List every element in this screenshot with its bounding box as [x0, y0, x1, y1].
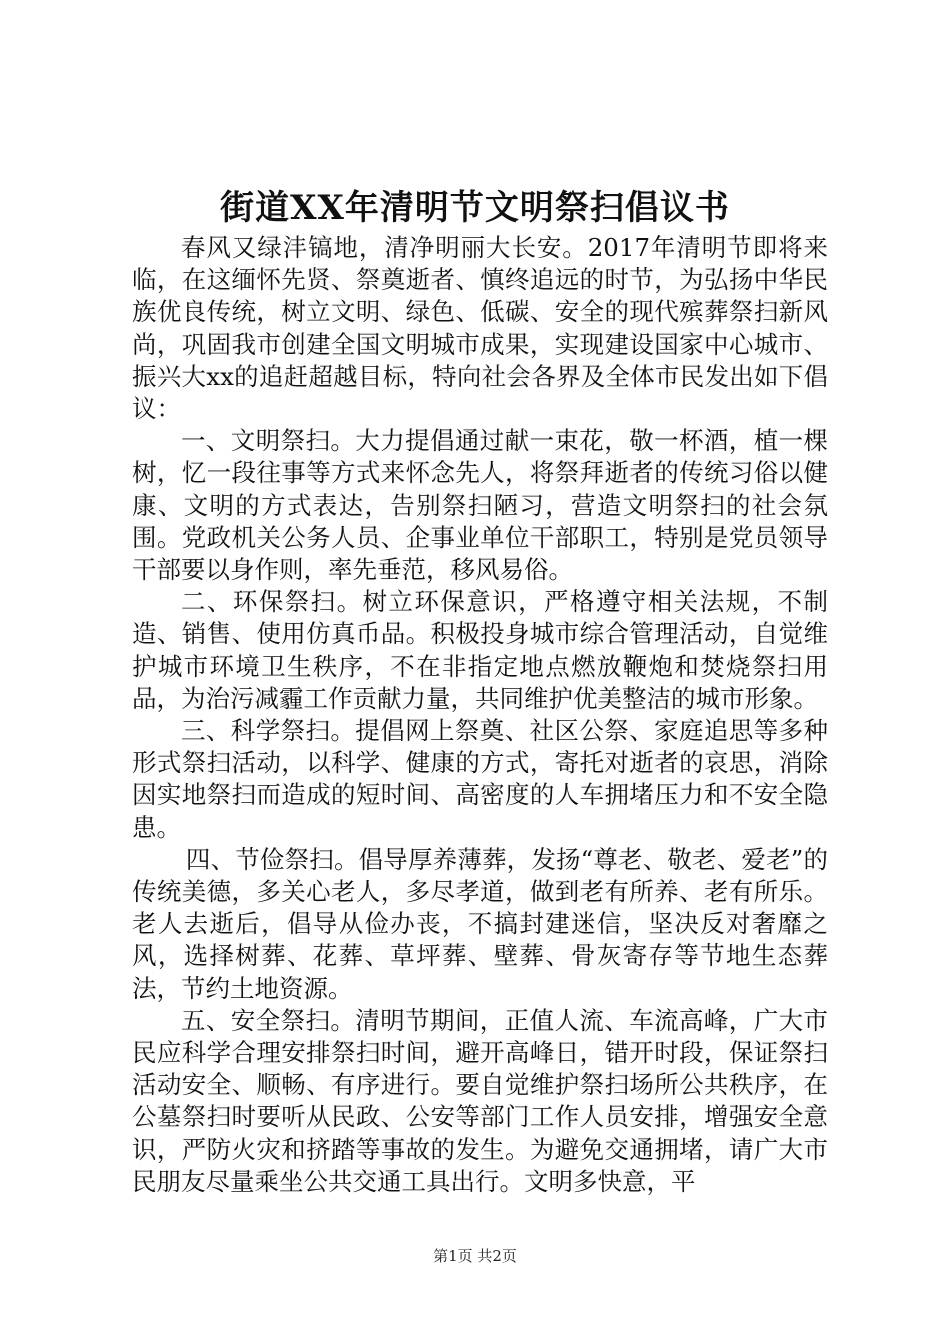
paragraph-frugal: 四、节俭祭扫。倡导厚养薄葬，发扬“尊老、敬老、爱老”的传统美德，多关心老人，多尽孝道，做到老有所养、老有所乐。老人去逝后，倡导从俭办丧，不搞封建迷信，坚决反对奢靡之风，选择树葬、花葬、草坪葬、壁葬、骨灰寄存等节地生态葬法，节约土地资源。: [132, 844, 828, 1003]
paragraph-scientific: 三、科学祭扫。提倡网上祭奠、社区公祭、家庭追思等多种形式祭扫活动，以科学、健康的方式，寄托对逝者的哀思，消除因实地祭扫而造成的短时间、高密度的人车拥堵压力和不安全隐患。: [132, 716, 828, 842]
page-footer: 第1页 共2页: [433, 1247, 517, 1265]
intro-paragraph: 春风又绿沣镐地，清净明丽大长安。2017年清明节即将来临，在这缅怀先贤、祭奠逝者、慎终追远的时节，为弘扬中华民族优良传统，树立文明、绿色、低碳、安全的现代殡葬祭扫新风尚，巩固我市创建全国文明城市成果，实现建设国家中心城市、振兴大xx的追赶超越目标，特向社会各界及全体市民发出如下倡议：: [132, 233, 828, 424]
paragraph-safety: 五、安全祭扫。清明节期间，正值人流、车流高峰，广大市民应科学合理安排祭扫时间，避开高峰日，错开时段，保证祭扫活动安全、顺畅、有序进行。要自觉维护祭扫场所公共秩序，在公墓祭扫时要听从民政、公安等部门工作人员安排，增强安全意识，严防火灾和挤踏等事故的发生。为避免交通拥堵，请广大市民朋友尽量乘坐公共交通工具出行。文明多快意，平: [132, 1005, 828, 1196]
document-body: [132, 232, 828, 1198]
paragraph-civilized: 一、文明祭扫。大力提倡通过献一束花，敬一杯酒，植一棵树，忆一段往事等方式来怀念先人，将祭拜逝者的传统习俗以健康、文明的方式表达，告别祭扫陋习，营造文明祭扫的社会氛围。党政机关公务人员、企事业单位干部职工，特别是党员领导干部要以身作则，率先垂范，移风易俗。: [132, 426, 828, 585]
paragraph-eco: 二、环保祭扫。树立环保意识，严格遵守相关法规，不制造、销售、使用仿真币品。积极投身城市综合管理活动，自觉维护城市环境卫生秩序，不在非指定地点燃放鞭炮和焚烧祭扫用品，为治污减霾工作贡献力量，共同维护优美整洁的城市形象。: [132, 587, 828, 713]
document-title: 街道XX年清明节文明祭扫倡议书: [220, 188, 730, 228]
